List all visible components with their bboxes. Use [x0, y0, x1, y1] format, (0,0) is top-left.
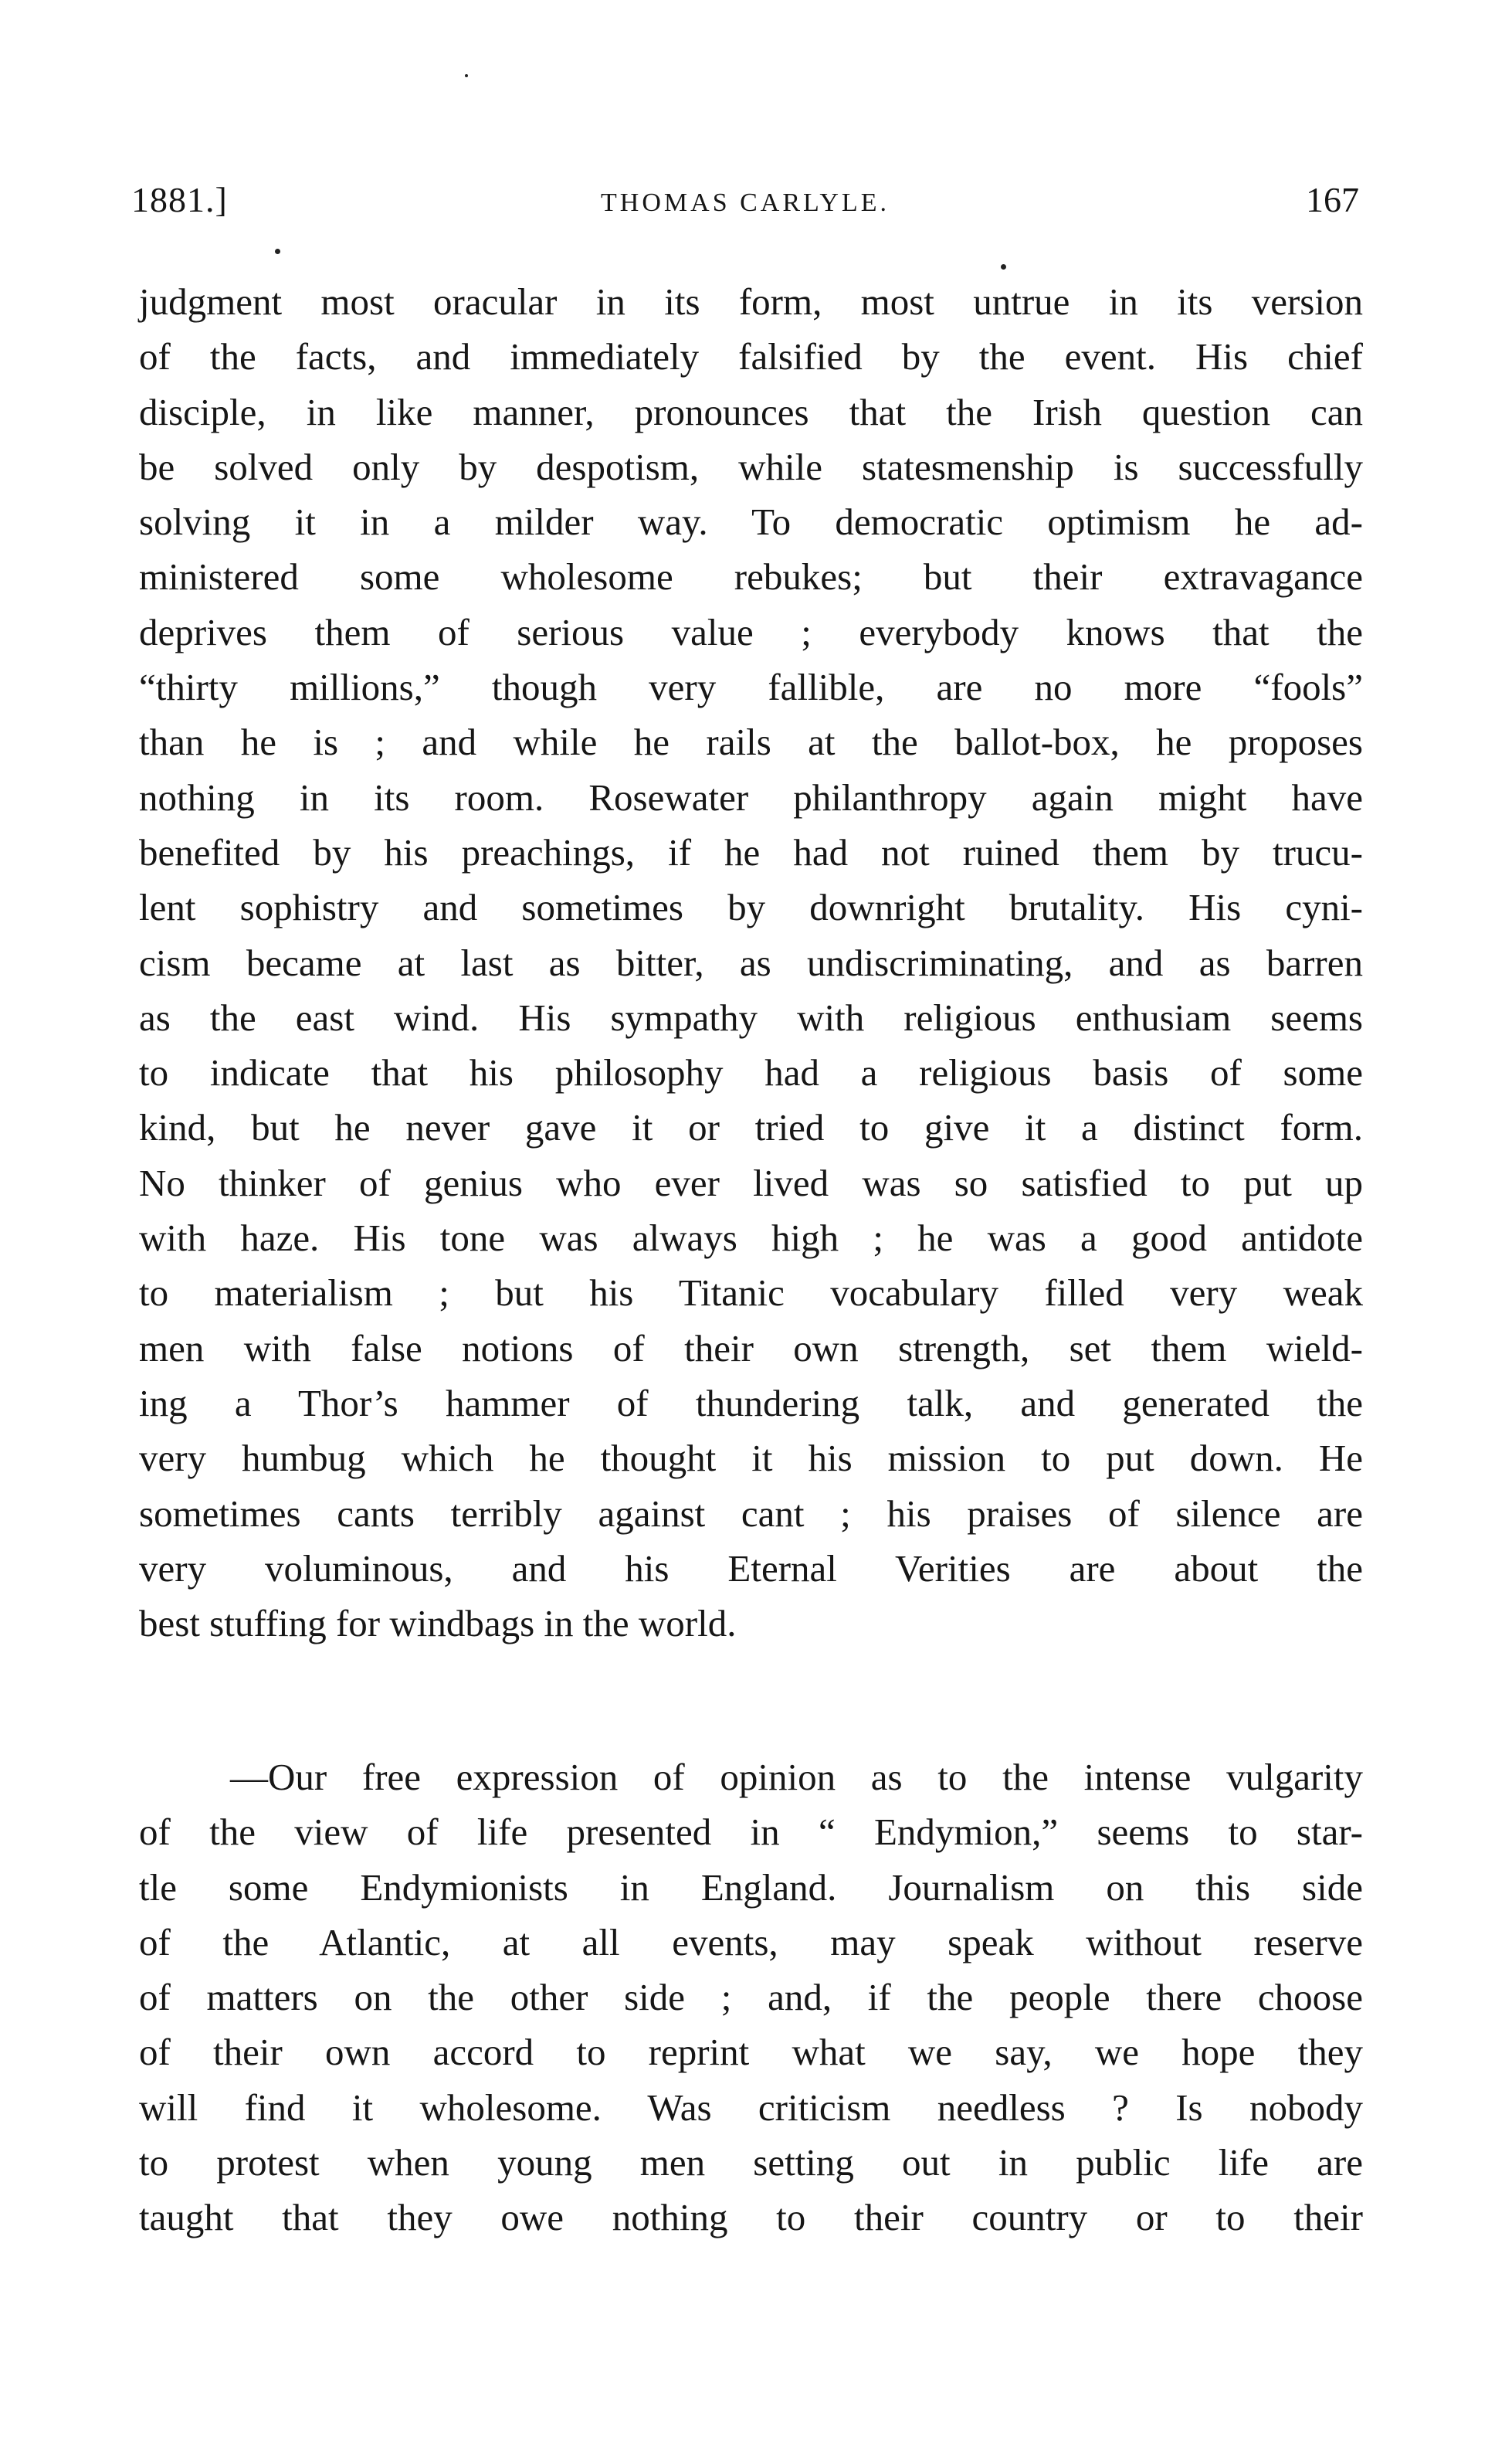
paragraph-endymion — [139, 1750, 1363, 2245]
text-line: —Our free expression of opinion as to the intense vulgarity — [230, 1756, 1363, 1798]
text-line: of their own accord to reprint what we say, we hope they — [139, 2031, 1363, 2074]
text-line: of the Atlantic, at all events, may speak without reserve — [139, 1920, 1363, 1963]
ink-speck — [275, 249, 280, 254]
text-line: ministered some wholesome rebukes; but their extravagance — [139, 555, 1363, 599]
text-line: tle some Endymionists in England. Journalism on this side — [139, 1865, 1363, 1909]
text-line: solving it in a milder way. To democratic optimism he ad- — [139, 501, 1363, 544]
text-line: No thinker of genius who ever lived was so satisfied to put up — [139, 1161, 1363, 1204]
header-year: 1881.] — [131, 180, 228, 219]
text-line: very humbug which he thought it his mission to put down. He — [139, 1437, 1363, 1480]
text-line: of the view of life presented in “ Endymion,” seems to star- — [139, 1811, 1363, 1854]
running-title: THOMAS CARLYLE. — [601, 188, 890, 217]
text-line: be solved only by despotism, while statesmenship is successfully — [139, 445, 1363, 488]
text-line: of matters on the other side ; and, if the people there choose — [139, 1976, 1363, 2019]
text-line: to materialism ; but his Titanic vocabulary filled very weak — [139, 1271, 1363, 1315]
text-line: lent sophistry and sometimes by downright brutality. His cyni- — [139, 886, 1363, 929]
paragraph-carlyle-critique — [139, 274, 1363, 1651]
text-line: deprives them of serious value ; everybody knows that the — [139, 610, 1363, 653]
text-line: cism became at last as bitter, as undiscriminating, and as barren — [139, 941, 1363, 984]
text-line: taught that they owe nothing to their country or to their — [139, 2196, 1363, 2239]
running-header — [131, 179, 1359, 233]
text-line: as the east wind. His sympathy with religious enthusiam seems — [139, 996, 1363, 1039]
text-line: sometimes cants terribly against cant ; his praises of silence are — [139, 1492, 1363, 1535]
text-line: disciple, in like manner, pronounces that the Irish question can — [139, 390, 1363, 433]
text-line: than he is ; and while he rails at the ballot-box, he proposes — [139, 721, 1363, 764]
text-line: will find it wholesome. Was criticism needless ? Is nobody — [139, 2086, 1363, 2129]
page-number: 167 — [1306, 180, 1359, 219]
text-line: ing a Thor’s hammer of thundering talk, and generated the — [139, 1381, 1363, 1424]
text-line: very voluminous, and his Eternal Verities are about the — [139, 1546, 1363, 1590]
text-line: nothing in its room. Rosewater philanthropy again might have — [139, 776, 1363, 819]
text-line: “thirty millions,” though very fallible, are no more “fools” — [139, 666, 1363, 709]
text-line: of the facts, and immediately falsified by the event. His chief — [139, 335, 1363, 378]
text-line: to indicate that his philosophy had a religious basis of some — [139, 1051, 1363, 1095]
text-line: with haze. His tone was always high ; he was a good antidote — [139, 1217, 1363, 1260]
text-line: benefited by his preachings, if he had not ruined them by trucu- — [139, 830, 1363, 874]
text-line: kind, but he never gave it or tried to give it a distinct form. — [139, 1106, 1363, 1149]
text-line: judgment most oracular in its form, most untrue in its version — [139, 280, 1363, 323]
ink-speck — [1001, 264, 1006, 270]
text-line: men with false notions of their own strength, set them wield- — [139, 1326, 1363, 1369]
ink-speck — [465, 74, 468, 77]
text-line: to protest when young men setting out in public life are — [139, 2141, 1363, 2184]
text-line: best stuffing for windbags in the world. — [139, 1602, 737, 1645]
